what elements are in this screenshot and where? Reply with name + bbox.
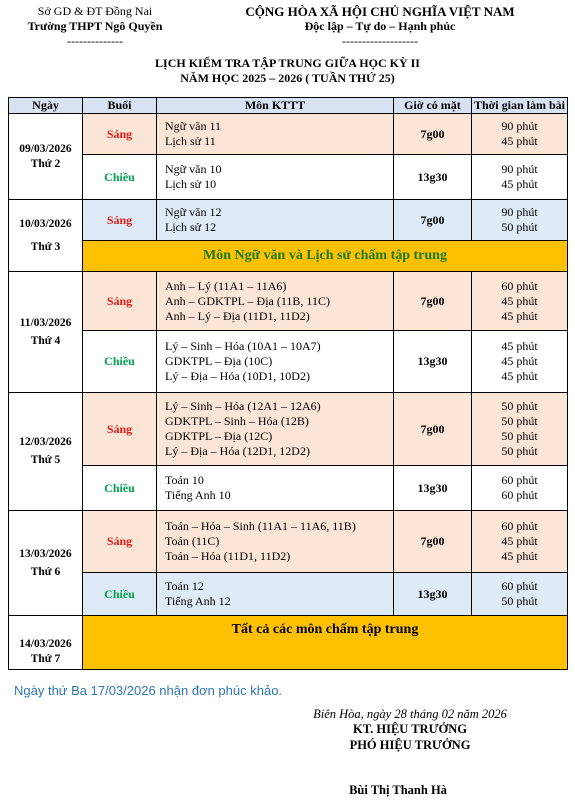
durations-cell xyxy=(472,573,568,616)
subject-item: GDKTPL – Sinh – Hóa (12B) xyxy=(165,414,309,428)
arrival-time: 13g30 xyxy=(394,573,472,616)
duration-item: 50 phút xyxy=(501,399,538,413)
subject-item: Lịch sử 12 xyxy=(165,220,217,234)
session-label: Sáng xyxy=(83,200,157,241)
page-title: LỊCH KIỂM TRA TẬP TRUNG GIỮA HỌC KỲ II xyxy=(155,56,420,70)
day-cell xyxy=(9,272,83,393)
subject-item: Ngữ văn 12 xyxy=(165,205,222,219)
subjects-cell xyxy=(157,200,394,241)
subject-item: Tiếng Anh 12 xyxy=(165,594,231,608)
exam-schedule-table xyxy=(8,97,568,670)
durations-cell xyxy=(472,155,568,200)
duration-item: 45 phút xyxy=(501,354,538,368)
table-row xyxy=(9,272,568,331)
subject-item: Toán – Hóa (11D1, 11D2) xyxy=(165,549,291,563)
duration-item: 60 phút xyxy=(501,519,538,533)
duration-item: 45 phút xyxy=(501,177,538,191)
duration-item: 50 phút xyxy=(501,444,538,458)
session-label: Sáng xyxy=(83,272,157,331)
subjects-cell xyxy=(157,393,394,466)
arrival-time: 7g00 xyxy=(394,272,472,331)
duration-item: 50 phút xyxy=(501,414,538,428)
subject-item: Toán 10 xyxy=(165,473,204,487)
subject-item: Lý – Sinh – Hóa (10A1 – 10A7) xyxy=(165,339,321,353)
national-header xyxy=(220,4,540,49)
table-row xyxy=(9,114,568,155)
table-row xyxy=(9,616,568,670)
table-row xyxy=(9,241,568,272)
duration-item: 45 phút xyxy=(501,339,538,353)
arrival-time: 13g30 xyxy=(394,155,472,200)
subject-item: Anh – Lý – Địa (11D1, 11D2) xyxy=(165,308,310,323)
durations-cell xyxy=(472,466,568,511)
subject-item: Tiếng Anh 10 xyxy=(165,488,231,502)
subject-item: Lý – Địa – Hóa (12D1, 12D2) xyxy=(165,444,310,458)
day-cell xyxy=(9,393,83,511)
subjects-cell xyxy=(157,331,394,393)
duration-item: 90 phút xyxy=(501,119,538,133)
subject-item: Lý – Địa – Hóa (10D1, 10D2) xyxy=(165,369,310,383)
signer-position: PHÓ HIỆU TRƯỞNG xyxy=(349,738,471,752)
table-row xyxy=(9,155,568,200)
subjects-cell xyxy=(157,114,394,155)
subject-item: GDKTPL – Địa (12C) xyxy=(165,429,273,443)
subjects-cell xyxy=(157,155,394,200)
session-label: Sáng xyxy=(83,511,157,573)
table-row xyxy=(9,511,568,573)
grading-banner: Tất cả các môn chấm tập trung xyxy=(83,616,568,670)
durations-cell xyxy=(472,331,568,393)
column-header: Ngày xyxy=(9,98,83,114)
subjects-cell xyxy=(157,466,394,511)
day-date: 13/03/2026 xyxy=(19,547,72,560)
duration-item: 60 phút xyxy=(501,473,538,487)
day-date: 12/03/2026 xyxy=(19,436,72,448)
duration-item: 90 phút xyxy=(501,162,538,176)
column-header: Buổi xyxy=(83,98,157,114)
arrival-time: 13g30 xyxy=(394,466,472,511)
day-cell xyxy=(9,511,83,616)
column-header: Giờ có mặt xyxy=(394,98,472,114)
durations-cell xyxy=(472,200,568,241)
durations-cell xyxy=(472,272,568,331)
subject-item: Lịch sử 10 xyxy=(165,177,217,191)
day-weekday: Thứ 2 xyxy=(30,157,61,170)
day-weekday: Thứ 4 xyxy=(30,334,61,347)
arrival-time: 7g00 xyxy=(394,393,472,466)
table-row xyxy=(9,466,568,511)
duration-item: 45 phút xyxy=(501,534,538,548)
duration-item: 90 phút xyxy=(501,205,538,219)
republic-name: CỘNG HÒA XÃ HỘI CHỦ NGHĨA VIỆT NAM xyxy=(245,4,515,19)
arrival-time: 7g00 xyxy=(394,114,472,155)
day-weekday: Thứ 6 xyxy=(30,565,61,578)
session-label: Chiều xyxy=(83,466,157,511)
duration-item: 50 phút xyxy=(501,594,538,608)
subjects-cell xyxy=(157,511,394,573)
signer-name: Bùi Thị Thanh Hà xyxy=(349,783,447,797)
session-label: Chiều xyxy=(83,155,157,200)
day-cell xyxy=(9,200,83,272)
motto-divider: ------------------- xyxy=(342,34,418,48)
grading-banner: Môn Ngữ văn và Lịch sử chấm tập trung xyxy=(83,241,568,272)
page-subtitle: NĂM HỌC 2025 – 2026 ( TUẦN THỨ 25) xyxy=(180,71,395,85)
school-name: Trường THPT Ngô Quyền xyxy=(27,19,163,33)
table-row xyxy=(9,200,568,241)
session-label: Sáng xyxy=(83,114,157,155)
subjects-cell xyxy=(157,272,394,331)
duration-item: 45 phút xyxy=(501,308,538,323)
session-label: Chiều xyxy=(83,573,157,616)
subject-item: Ngữ văn 11 xyxy=(165,119,222,133)
header-divider: -------------- xyxy=(67,34,123,48)
duration-item: 50 phút xyxy=(501,220,538,234)
national-motto: Độc lập – Tự do – Hạnh phúc xyxy=(304,19,456,33)
duration-item: 45 phút xyxy=(501,134,538,148)
subject-item: Toán – Hóa – Sinh (11A1 – 11A6, 11B) xyxy=(165,519,356,533)
subject-item: Lý – Sinh – Hóa (12A1 – 12A6) xyxy=(165,399,321,413)
day-cell xyxy=(9,616,83,670)
subject-item: Ngữ văn 10 xyxy=(165,162,222,176)
day-cell xyxy=(9,114,83,200)
table-row xyxy=(9,573,568,616)
duration-item: 60 phút xyxy=(501,278,538,293)
duration-item: 45 phút xyxy=(501,549,538,563)
subject-item: Toán 12 xyxy=(165,579,204,593)
column-header: Thời gian làm bài xyxy=(472,98,568,114)
day-date: 09/03/2026 xyxy=(19,142,72,155)
arrival-time: 7g00 xyxy=(394,511,472,573)
signer-title: KT. HIỆU TRƯỞNG xyxy=(352,722,468,736)
department-name: Sở GD & ĐT Đồng Nai xyxy=(37,4,153,18)
day-date: 10/03/2026 xyxy=(19,217,72,230)
subject-item: Anh – Lý (11A1 – 11A6) xyxy=(165,278,287,293)
duration-item: 45 phút xyxy=(501,369,538,383)
day-weekday: Thứ 3 xyxy=(30,240,61,253)
duration-item: 50 phút xyxy=(501,429,538,443)
day-date: 11/03/2026 xyxy=(19,316,72,329)
department-header xyxy=(20,4,170,49)
duration-item: 60 phút xyxy=(501,579,538,593)
place-date: Biên Hòa, ngày 28 tháng 02 năm 2026 xyxy=(313,707,507,721)
column-header: Môn KTTT xyxy=(157,98,394,114)
table-row xyxy=(9,331,568,393)
arrival-time: 7g00 xyxy=(394,200,472,241)
session-label: Chiều xyxy=(83,331,157,393)
subjects-cell xyxy=(157,573,394,616)
duration-item: 60 phút xyxy=(501,488,538,502)
session-label: Sáng xyxy=(83,393,157,466)
durations-cell xyxy=(472,511,568,573)
arrival-time: 13g30 xyxy=(394,331,472,393)
subject-item: Toán (11C) xyxy=(165,534,220,548)
table-row xyxy=(9,393,568,466)
day-weekday: Thứ 5 xyxy=(30,454,61,466)
subject-item: GDKTPL – Địa (10C) xyxy=(165,354,273,368)
duration-item: 45 phút xyxy=(501,293,538,308)
durations-cell xyxy=(472,393,568,466)
day-weekday: Thứ 7 xyxy=(30,653,61,665)
table-header-row xyxy=(9,98,568,114)
subject-item: Lịch sử 11 xyxy=(165,134,216,148)
durations-cell xyxy=(472,114,568,155)
subject-item: Anh – GDKTPL – Địa (11B, 11C) xyxy=(165,293,330,308)
day-date: 14/03/2026 xyxy=(19,638,72,650)
appeal-note: Ngày thứ Ba 17/03/2026 nhận đơn phúc khảo. xyxy=(14,683,283,698)
